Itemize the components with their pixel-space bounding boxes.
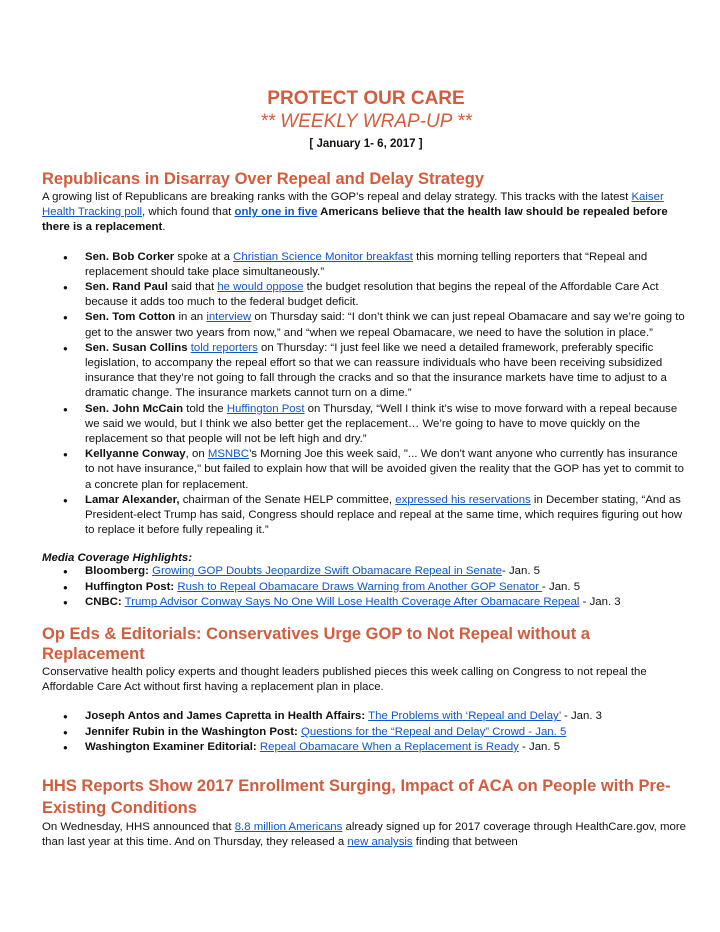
list-item: ● Sen. Bob Corker spoke at a Christian Science Monitor breakfast this morning telling reporters that “Repeal and replacement should take place simultaneously.” <box>81 250 690 280</box>
list-item: ● Sen. Susan Collins told reporters on Thursday: “I just feel like we need a detailed framework, preferably specific legislation, to accompany the repeal effort so that we can reassure individuals who have been receiving subsidized insurance that they’re not going to fall through the cracks and so that the insurance markets have time to adjust to a dramatic change. The insurance markets cannot turn on a dime.” <box>81 341 690 402</box>
date-range: [ January 1- 6, 2017 ] <box>309 138 423 150</box>
list-item: ● Washington Examiner Editorial: Repeal Obamacare When a Replacement is Ready - Jan. 5 <box>81 740 690 755</box>
media-coverage-list <box>42 564 690 610</box>
article-link[interactable]: The Problems with ‘Repeal and Delay’ <box>368 710 561 723</box>
list-item: ● Sen. John McCain told the Huffington Post on Thursday, “Well I think it’s wise to move forward with a repeal because we said we would, but I think we also better get the replacement… We’re going to have to move quickly on the replacement so that people will not be left high and dry.” <box>81 402 690 448</box>
list-item: ● Joseph Antos and James Capretta in Health Affairs: The Problems with ‘Repeal and Delay’ - Jan. 3 <box>81 709 690 724</box>
list-item: ● CNBC: Trump Advisor Conway Says No One Will Lose Health Coverage After Obamacare Repeal - Jan. 3 <box>81 595 690 610</box>
source-link[interactable]: told reporters <box>190 341 258 354</box>
source-link[interactable]: he would oppose <box>217 281 304 294</box>
list-item: ● Bloomberg: Growing GOP Doubts Jeopardize Swift Obamacare Repeal in Senate- Jan. 5 <box>81 564 690 579</box>
section-intro: Conservative health policy experts and thought leaders published pieces this week calling on Congress to not repeal the Affordable Care Act without first having a replacement plan in place. <box>42 666 647 694</box>
section-heading-hhs: HHS Reports Show 2017 Enrollment Surging, Impact of ACA on People with Pre-Existing Conditions <box>42 777 671 818</box>
republican-quotes-list <box>42 250 690 539</box>
op-eds-list <box>42 709 690 755</box>
source-link[interactable]: Christian Science Monitor breakfast <box>233 250 413 263</box>
article-link[interactable]: Rush to Repeal Obamacare Draws Warning from Another GOP Senator <box>177 580 543 593</box>
analysis-link[interactable]: new analysis <box>347 836 413 849</box>
document-page <box>42 88 690 851</box>
article-link[interactable]: Repeal Obamacare When a Replacement is Ready <box>259 740 519 753</box>
source-link[interactable]: Huffington Post <box>226 402 305 415</box>
source-link[interactable]: interview <box>206 311 252 324</box>
document-title: PROTECT OUR CARE <box>267 88 465 109</box>
section-intro: On Wednesday, HHS announced that 8.8 million Americans already signed up for 2017 coverage through HealthCare.gov, more than last year at this time. And on Thursday, they released a new analysis finding that between <box>42 821 686 849</box>
article-link[interactable]: Trump Advisor Conway Says No One Will Lose Health Coverage After Obamacare Repeal <box>124 595 580 608</box>
list-item: ● Kellyanne Conway, on MSNBC’s Morning Joe this week said, "... We don't want anyone who currently has insurance to not have insurance," but failed to explain how that will be avoided given the reality that the GOP has yet to commit to a concrete plan for replacement. <box>81 447 690 493</box>
source-link[interactable]: expressed his reservations <box>395 493 531 506</box>
list-item: ● Huffington Post: Rush to Repeal Obamacare Draws Warning from Another GOP Senator - Jan. 5 <box>81 580 690 595</box>
source-link[interactable]: MSNBC <box>207 448 249 461</box>
section-intro: A growing list of Republicans are breaking ranks with the GOP’s repeal and delay strategy. This tracks with the latest Kaiser Health Tracking poll, which found that only one in five Americans believe that the health law should be repealed before there is a replacement. <box>42 191 668 234</box>
article-link[interactable]: Questions for the “Repeal and Delay” Crowd - Jan. 5 <box>301 725 567 738</box>
list-item: ● Jennifer Rubin in the Washington Post: Questions for the “Repeal and Delay” Crowd - Jan. 5 <box>81 725 690 740</box>
list-item: ● Lamar Alexander, chairman of the Senate HELP committee, expressed his reservations in December stating, “And as President-elect Trump has said, Congress should replace and repeal at the same time, which requires figuring out how to replace it before fully repealing it.” <box>81 493 690 539</box>
document-subtitle: ** WEEKLY WRAP-UP ** <box>260 111 472 132</box>
article-link[interactable]: Growing GOP Doubts Jeopardize Swift Obamacare Repeal in Senate <box>152 565 503 578</box>
list-item: ● Sen. Tom Cotton in an interview on Thursday said: “I don’t think we can just repeal Obamacare and say we’re going to get to the answer two years from now,” and “when we repeal Obamacare, we need to have the solution in place.” <box>81 310 690 340</box>
list-item: ● Sen. Rand Paul said that he would oppose the budget resolution that begins the repeal of the Affordable Care Act because it adds too much to the federal budget deficit. <box>81 280 690 310</box>
section-heading-op-eds: Op Eds & Editorials: Conservatives Urge GOP to Not Repeal without a Replacement <box>42 625 590 664</box>
media-coverage-heading: Media Coverage Highlights: <box>42 552 192 565</box>
one-in-five-link[interactable]: only one in five <box>234 206 318 219</box>
kaiser-poll-link[interactable]: Kaiser Health Tracking poll <box>42 191 664 219</box>
section-heading-republicans: Republicans in Disarray Over Repeal and Delay Strategy <box>42 170 485 188</box>
enrollment-link[interactable]: 8.8 million Americans <box>234 821 343 834</box>
